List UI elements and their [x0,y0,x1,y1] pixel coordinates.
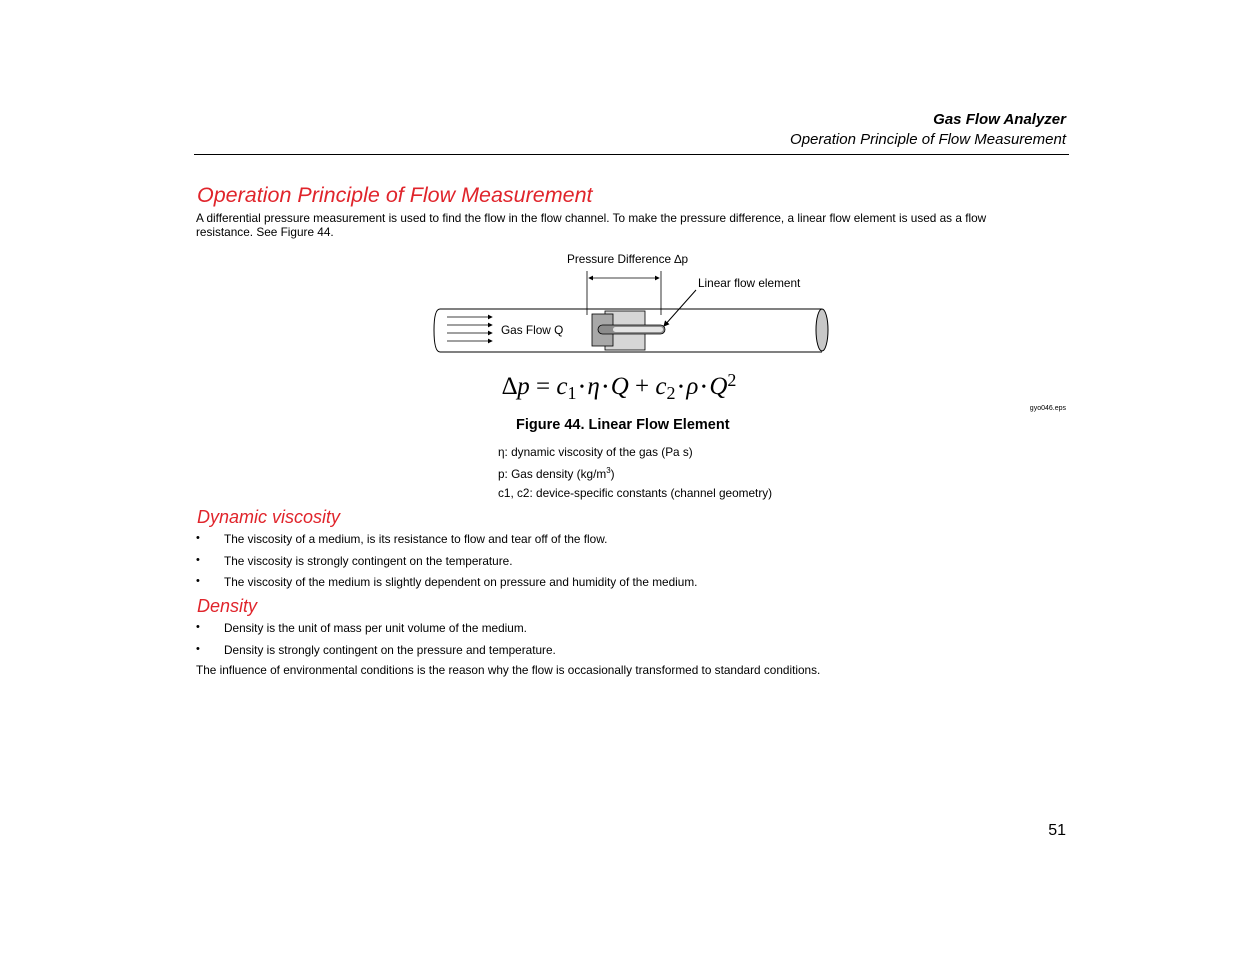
list-item: Density is the unit of mass per unit volume of the medium. [224,621,527,635]
list-item: Density is strongly contingent on the pressure and temperature. [224,643,556,657]
element-pointer [664,290,696,326]
formula-q1: Q [610,373,629,400]
legend-rho [498,466,615,481]
bullet-marker: • [196,643,200,655]
formula-dot: • [701,380,707,395]
figure-caption: Figure 44. Linear Flow Element [516,417,730,433]
formula-q2-sup: 2 [727,370,737,390]
running-header-subtitle: Operation Principle of Flow Measurement [790,131,1066,148]
legend-rho-close: ) [610,467,615,481]
flow-element [592,311,665,350]
formula-c1-sub: 1 [567,383,577,403]
list-item: The viscosity of a medium, is its resistance to flow and tear off of the flow. [224,532,608,546]
flow-arrows [447,317,492,341]
formula-dot: • [678,380,684,395]
bullet-marker: • [196,575,200,587]
pressure-dimension [587,271,661,315]
section-title: Operation Principle of Flow Measurement [197,183,593,207]
list-item: The viscosity of the medium is slightly dependent on pressure and humidity of the medium. [224,575,698,589]
list-item: The viscosity is strongly contingent on the temperature. [224,554,513,568]
formula-c2: c [655,373,667,400]
legend-rho-text: p: Gas density (kg/m [498,467,607,481]
formula-c2-sub: 2 [666,383,676,403]
legend-rho-sup: 3 [606,466,611,475]
density-heading: Density [197,596,258,616]
formula-rho: ρ [686,373,699,400]
legend-eta: η: dynamic viscosity of the gas (Pa s) [498,445,693,459]
formula-plus: + [635,373,650,400]
formula-dot: • [579,380,585,395]
flow-formula [502,370,736,404]
running-header-title: Gas Flow Analyzer [933,111,1066,128]
intro-paragraph: A differential pressure measurement is used to find the flow in the flow channel. To make the pressure difference, a linear flow element is used as a flow resistance. See Figure 44. [196,211,987,239]
formula-eta: η [587,373,600,400]
bullet-marker: • [196,554,200,566]
linear-flow-element-label: Linear flow element [698,276,801,290]
formula-c1: c [556,373,568,400]
formula-lhs: ∆p [502,373,530,400]
formula-equals: = [536,373,551,400]
pressure-difference-label: Pressure Difference ∆p [567,252,689,266]
formula-dot: • [602,380,608,395]
closing-paragraph: The influence of environmental conditions is the reason why the flow is occasionally transformed to standard conditions. [196,663,821,677]
legend-constants: c1, c2: device-specific constants (channel geometry) [498,486,773,500]
bullet-marker: • [196,532,200,544]
page-number: 51 [1048,822,1066,839]
gas-flow-label: Gas Flow Q [501,323,564,337]
viscosity-heading: Dynamic viscosity [197,507,341,527]
bullet-marker: • [196,621,200,633]
formula-q2: Q [709,373,728,400]
figure-id: gyo046.eps [1029,405,1066,412]
